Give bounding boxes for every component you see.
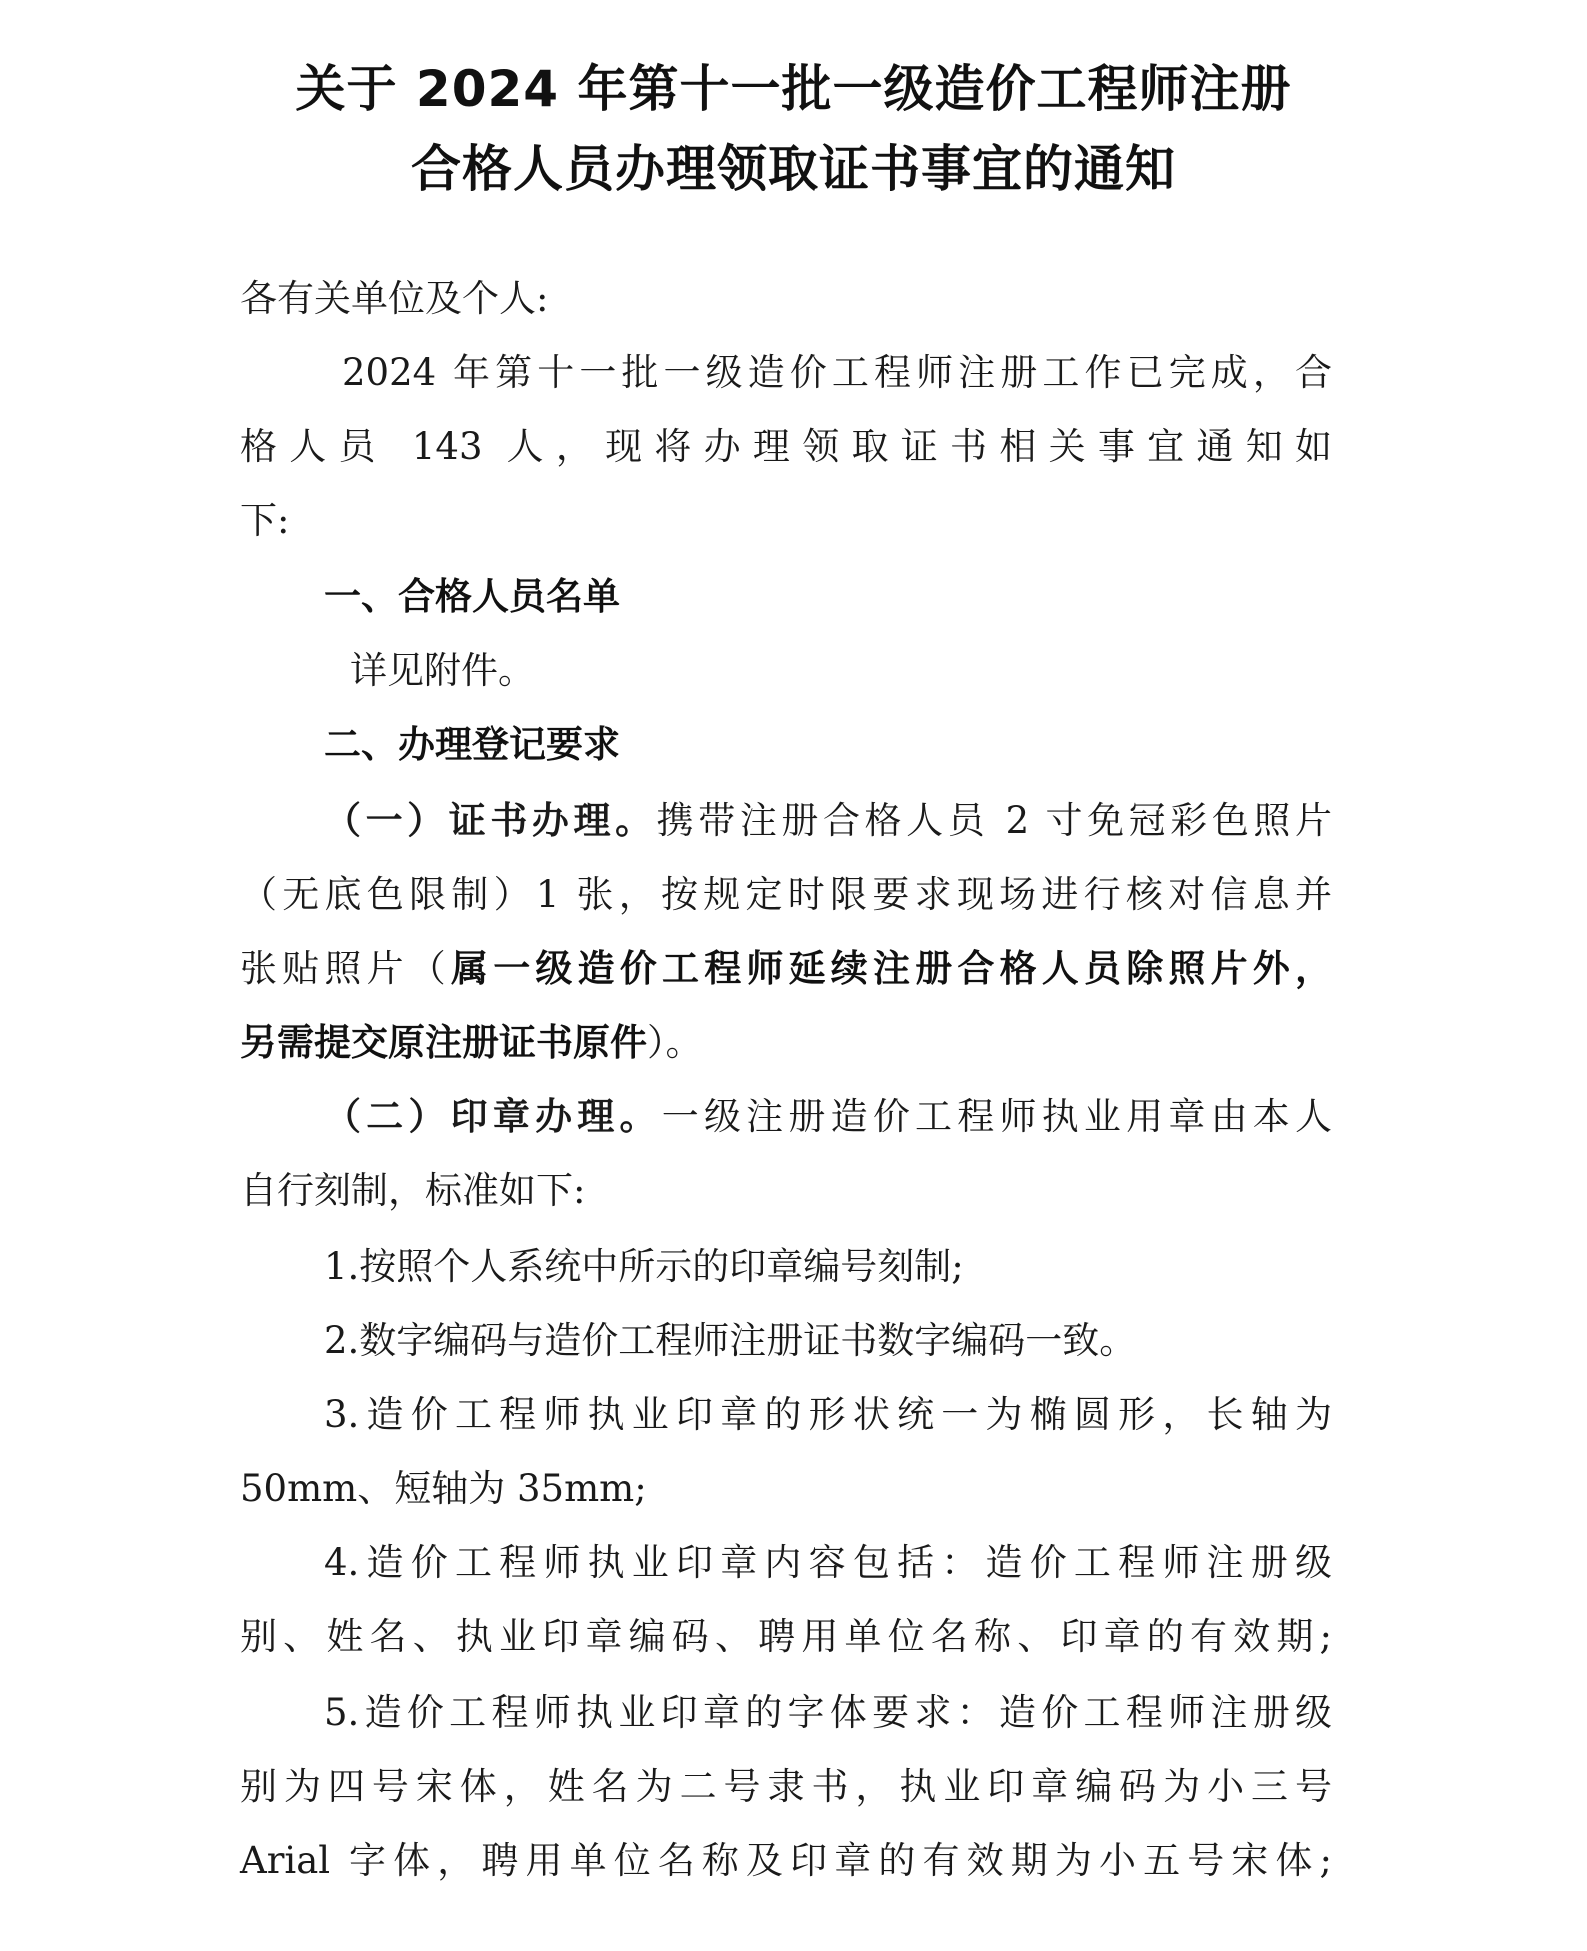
section-1-heading: 一、合格人员名单 — [324, 575, 620, 618]
item-1-line-1 — [324, 796, 1332, 846]
item-1-line-4-plain: ）。 — [647, 1021, 703, 1064]
rule-3-line-1: 3.造价工程师执业印章的形状统一为椭圆形，长轴为 — [324, 1393, 1332, 1436]
item-2-lead: （二）印章办理。 — [324, 1095, 662, 1138]
item-1-line-2: （无底色限制）1 张，按规定时限要求现场进行核对信息并 — [240, 873, 1332, 916]
item-1-line-4 — [240, 1018, 703, 1068]
item-1-line-3-plain: 张贴照片（ — [240, 947, 451, 990]
rule-1: 1.按照个人系统中所示的印章编号刻制; — [324, 1245, 964, 1288]
intro-line-2: 格人员 143 人，现将办理领取证书相关事宜通知如 — [240, 425, 1332, 468]
item-2-line-1 — [324, 1092, 1332, 1142]
document-title-line-1: 关于 2024 年第十一批一级造价工程师注册 — [295, 60, 1292, 118]
item-2-line-1-rest: 一级注册造价工程师执业用章由本人 — [661, 1095, 1333, 1138]
rule-5-line-3: Arial 字体，聘用单位名称及印章的有效期为小五号宋体; — [240, 1839, 1332, 1882]
rule-5-line-2: 别为四号宋体，姓名为二号隶书，执业印章编码为小三号 — [240, 1765, 1332, 1808]
item-1-line-3 — [240, 944, 1332, 994]
section-2-heading: 二、办理登记要求 — [324, 723, 620, 766]
item-2-line-2: 自行刻制，标准如下: — [240, 1169, 586, 1212]
rule-4-line-1: 4.造价工程师执业印章内容包括：造价工程师注册级 — [324, 1541, 1332, 1584]
item-1-line-3-bold: 属一级造价工程师延续注册合格人员除照片外， — [451, 947, 1332, 990]
intro-line-3: 下: — [240, 499, 290, 542]
rule-4-line-2: 别、姓名、执业印章编码、聘用单位名称、印章的有效期; — [240, 1615, 1332, 1658]
document-title-line-2: 合格人员办理领取证书事宜的通知 — [411, 140, 1176, 198]
section-1-body: 详见附件。 — [350, 649, 535, 692]
rule-2: 2.数字编码与造价工程师注册证书数字编码一致。 — [324, 1319, 1137, 1362]
item-1-line-4-bold: 另需提交原注册证书原件 — [240, 1021, 647, 1064]
item-1-line-1-rest: 携带注册合格人员 2 寸免冠彩色照片 — [656, 799, 1333, 842]
item-1-lead: （一）证书办理。 — [324, 799, 657, 842]
rule-3-line-2: 50mm、短轴为 35mm; — [240, 1467, 647, 1510]
salutation: 各有关单位及个人: — [240, 277, 549, 320]
intro-line-1: 2024 年第十一批一级造价工程师注册工作已完成，合 — [342, 351, 1332, 394]
rule-5-line-1: 5.造价工程师执业印章的字体要求：造价工程师注册级 — [324, 1691, 1332, 1734]
